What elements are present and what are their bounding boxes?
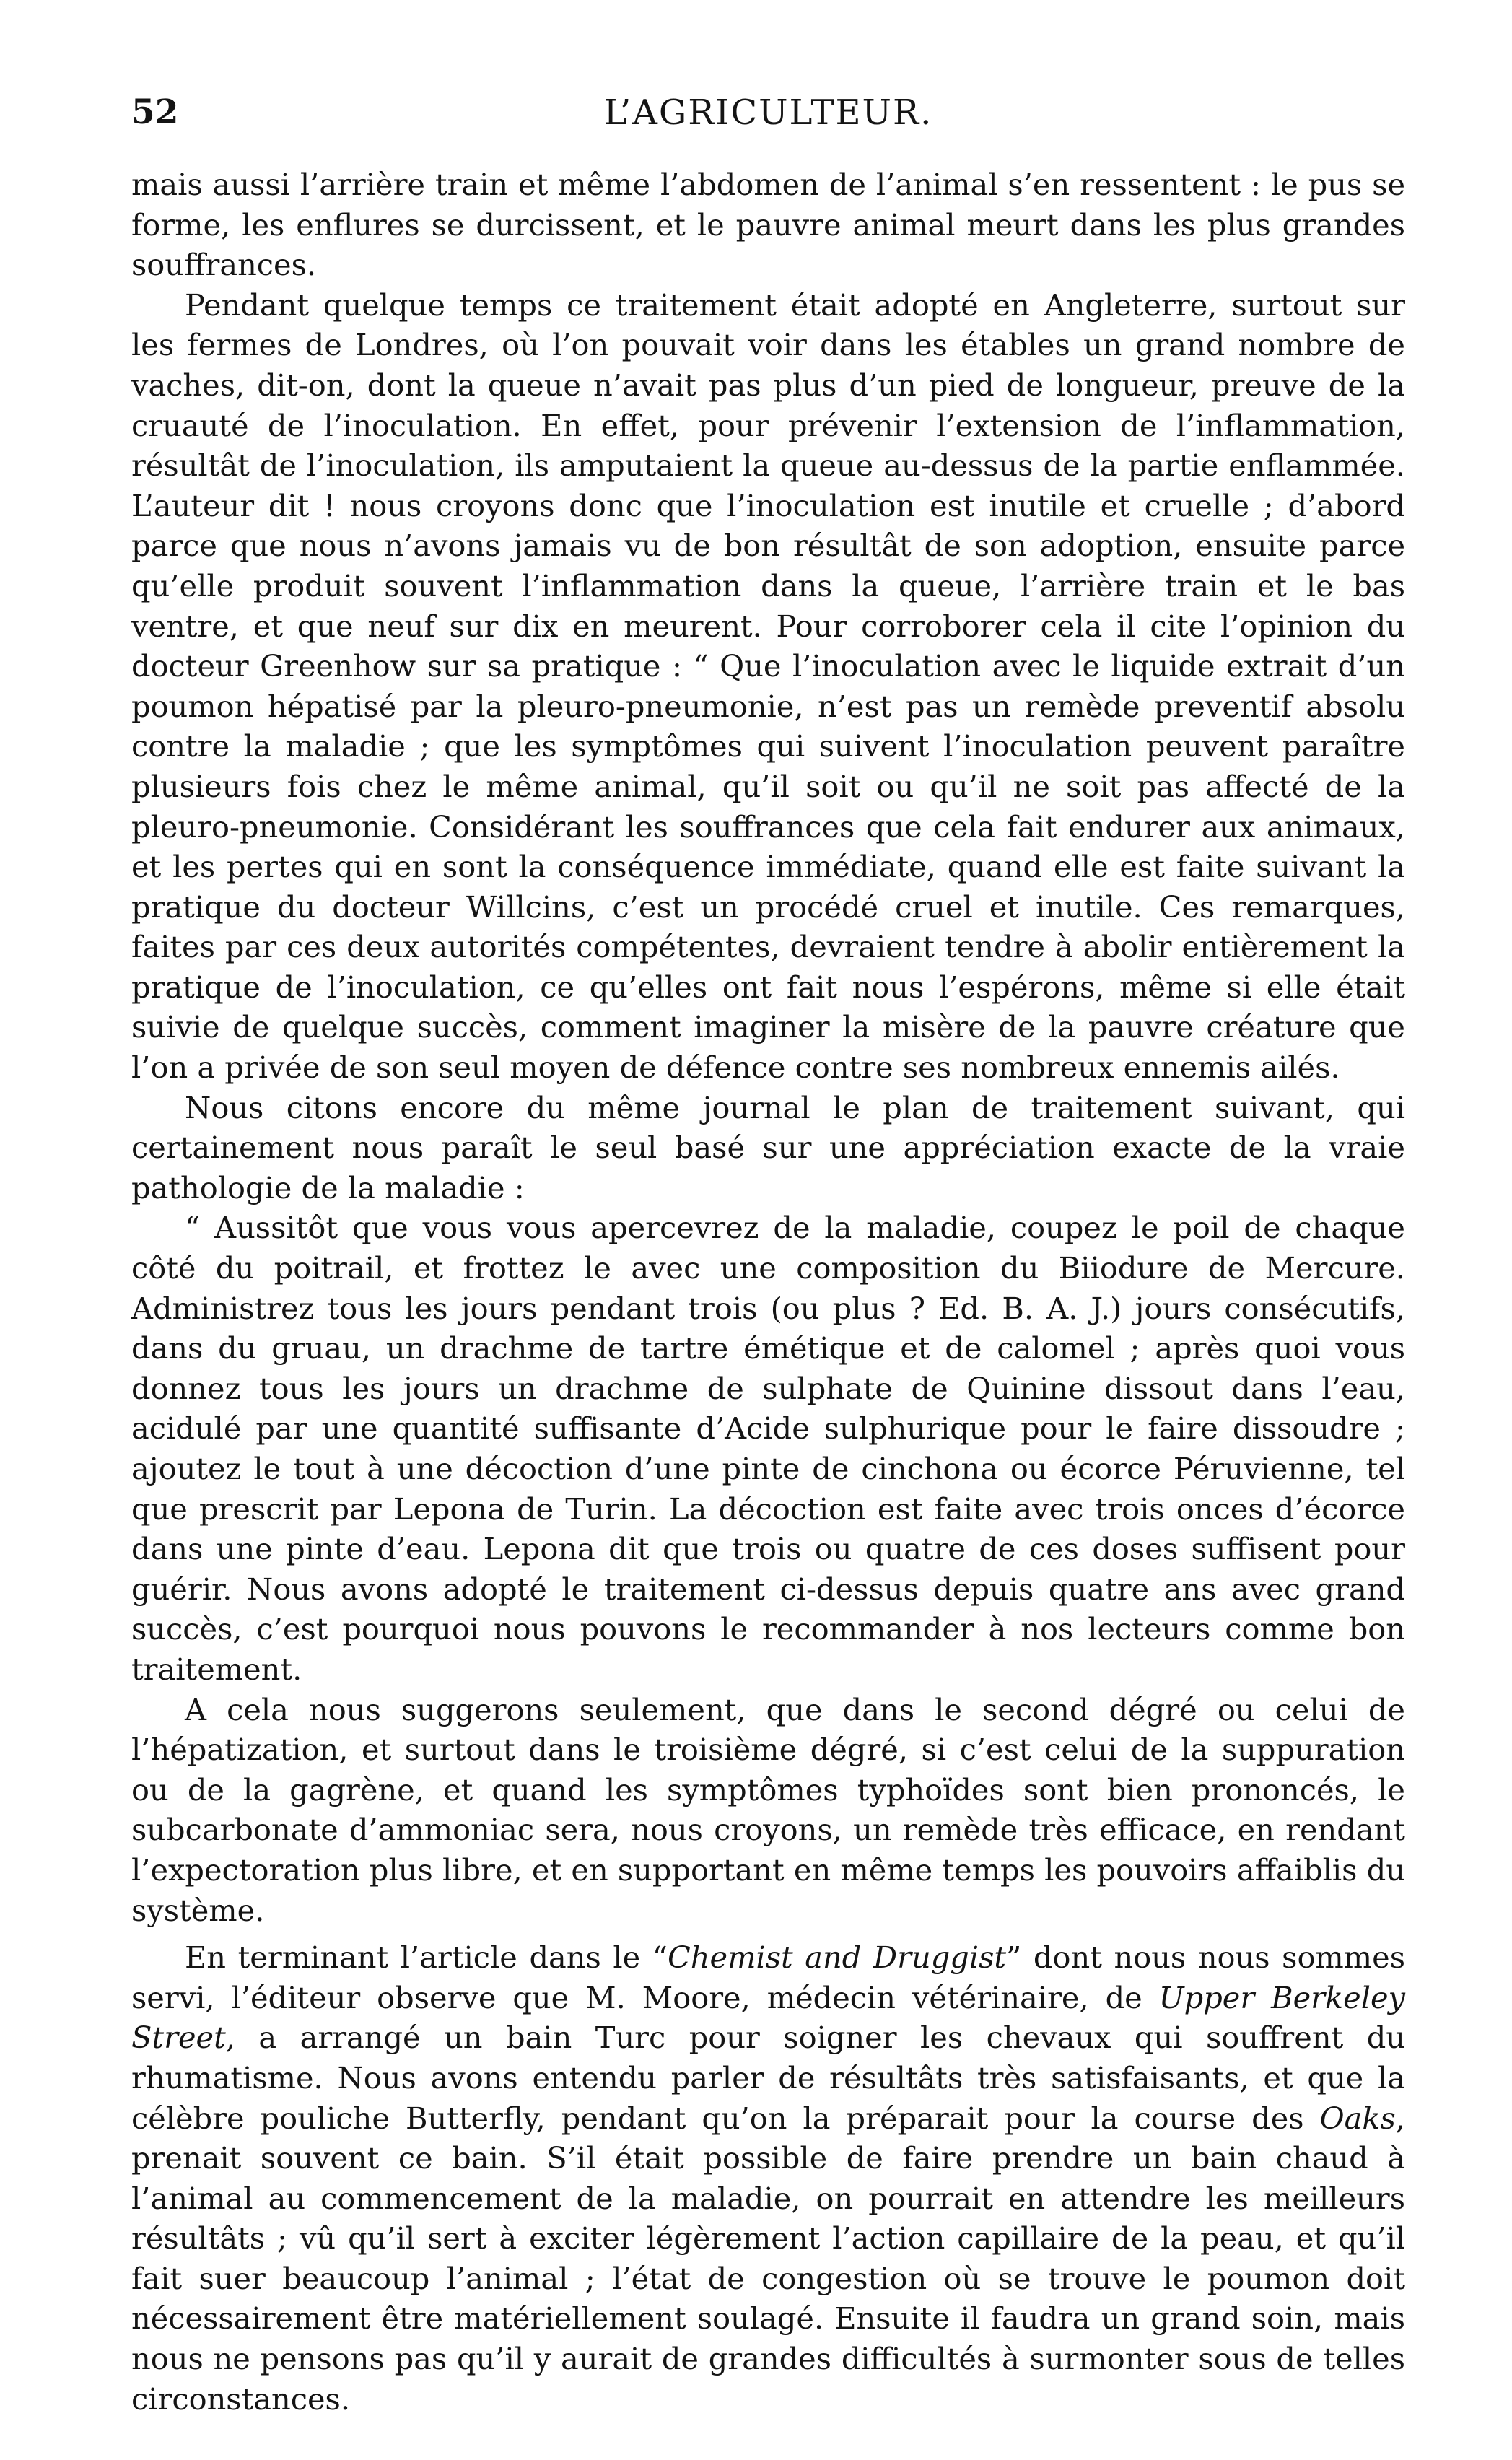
paragraph-treatment-quote: “ Aussitôt que vous vous apercevrez de la maladie, coupez le poil de chaque côté du poitrail, et frottez le avec une composition du Biiodure de Mercure. Administrez tous les jours pendant trois (ou plus ? Ed. B. A. J.) jours consécutifs, dans du gruau, un drachme de tartre émétique et de calomel ; après quoi vous donnez tous les jours un drachme de sulphate de Quinine dissout dans l’eau, acidulé par une quantité suffisante d’Acide sulphurique pour le faire dissoudre ; ajoutez le tout à une décoction d’une pinte de cinchona ou écorce Péruvienne, tel que prescrit par Lepona de Turin. La décoction est faite avec trois onces d’écorce dans une pinte d’eau. Lepona dit que trois ou quatre de ces doses suffisent pour guérir. Nous avons adopté le traitement ci-dessus depuis quatre ans avec grand succès, c’est pourquoi nous pouvons le recommander à nos lecteurs comme bon traitement. xyxy=(131,1210,1405,1687)
journal-title: Chemist and Druggist xyxy=(668,1940,1007,1976)
paragraph-conclusion xyxy=(131,1937,1405,2419)
paragraph-suggestion: A cela nous suggerons seulement, que dans le second dégré ou celui de l’hépatization, et surtout dans le troisième dégré, si c’est celui de la suppuration ou de la gagrène, et quand les symptômes typhoïdes sont bien prononcés, le subcarbonate d’ammoniac sera, nous croyons, un remède très efficace, en rendant l’expectoration plus libre, et en supportant en même temps les pouvoirs affaiblis du système. xyxy=(131,1691,1405,1928)
page-header xyxy=(131,92,1405,150)
page-number: 52 xyxy=(131,92,179,132)
conclusion-text-3: , a arrangé un bain Turc pour soigner les chevaux qui souffrent du rhumatisme. Nous avons entendu parler de résultâts très satisfaisants, et que la célèbre pouliche Butterfly, pendant qu’on la préparait pour la course des xyxy=(131,2020,1405,2136)
conclusion-text-4: , prenait souvent ce bain. S’il était possible de faire prendre un bain chaud à l’animal au commencement de la maladie, on pourrait en attendre les meilleurs résultâts ; vû qu’il sert à exciter légèrement l’action capillaire de la peau, et qu’il fait suer beaucoup l’animal ; l’état de congestion où se trouve le poumon doit nécessairement être matériellement soulagé. Ensuite il faudra un grand soin, mais nous ne pensons pas qu’il y aurait de grandes difficultés à surmonter sous de telles circonstances. xyxy=(131,2100,1405,2417)
paragraph-treatment-intro: Nous citons encore du même journal le plan de traitement suivant, qui certainement nous paraît le seul basé sur une appréciation exacte de la vraie pathologie de la maladie : xyxy=(131,1089,1405,1205)
running-title: L’AGRICULTEUR. xyxy=(603,92,933,133)
document-page xyxy=(131,92,1405,2419)
conclusion-text-1: En terminant l’article dans le “ xyxy=(185,1940,668,1976)
body-text xyxy=(131,165,1405,2419)
paragraph-continuation: mais aussi l’arrière train et même l’abdomen de l’animal s’en ressentent : le pus se forme, les enflures se durcissent, et le pauvre animal meurt dans les plus grandes souffrances. xyxy=(131,167,1405,283)
paragraph-inoculation: Pendant quelque temps ce traitement était adopté en Angleterre, surtout sur les fermes de Londres, où l’on pouvait voir dans les étables un grand nombre de vaches, dit-on, dont la queue n’avait pas plus d’un pied de longueur, preuve de la cruauté de l’inoculation. En effet, pour prévenir l’extension de l’inflammation, résultât de l’inoculation, ils amputaient la queue au-dessus de la partie enflammée. L’auteur dit ! nous croyons donc que l’inoculation est inutile et cruelle ; d’abord parce que nous n’avons jamais vu de bon résultât de son adoption, ensuite parce qu’elle produit souvent l’inflammation dans la queue, l’arrière train et le bas ventre, et que neuf sur dix en meurent. Pour corroborer cela il cite l’opinion du docteur Greenhow sur sa pratique : “ Que l’inoculation avec le liquide extrait d’un poumon hépatisé par la pleuro-pneumonie, n’est pas un remède preventif absolu contre la maladie ; que les symptômes qui suivent l’inoculation peuvent paraître plusieurs fois chez le même animal, qu’il soit ou qu’il ne soit pas affecté de la pleuro-pneumonie. Considérant les souffrances que cela fait endurer aux animaux, et les pertes qui en sont la conséquence immédiate, quand elle est faite suivant la pratique du docteur Willcins, c’est un procédé cruel et inutile. Ces remarques, faites par ces deux autorités compétentes, devraient tendre à abolir entièrement la pratique de l’inoculation, ce qu’elles ont fait nous l’espérons, même si elle était suivie de quelque succès, comment imaginer la misère de la pauvre créature que l’on a privée de son seul moyen de défence contre ses nombreux ennemis ailés. xyxy=(131,287,1405,1086)
street-name: Upper Berkeley Street xyxy=(131,1979,1405,2056)
conclusion-text-2: ” dont nous nous sommes servi, l’éditeur observe que M. Moore, médecin vétérinaire, de xyxy=(131,1940,1405,2015)
race-name: Oaks xyxy=(1319,2100,1396,2136)
